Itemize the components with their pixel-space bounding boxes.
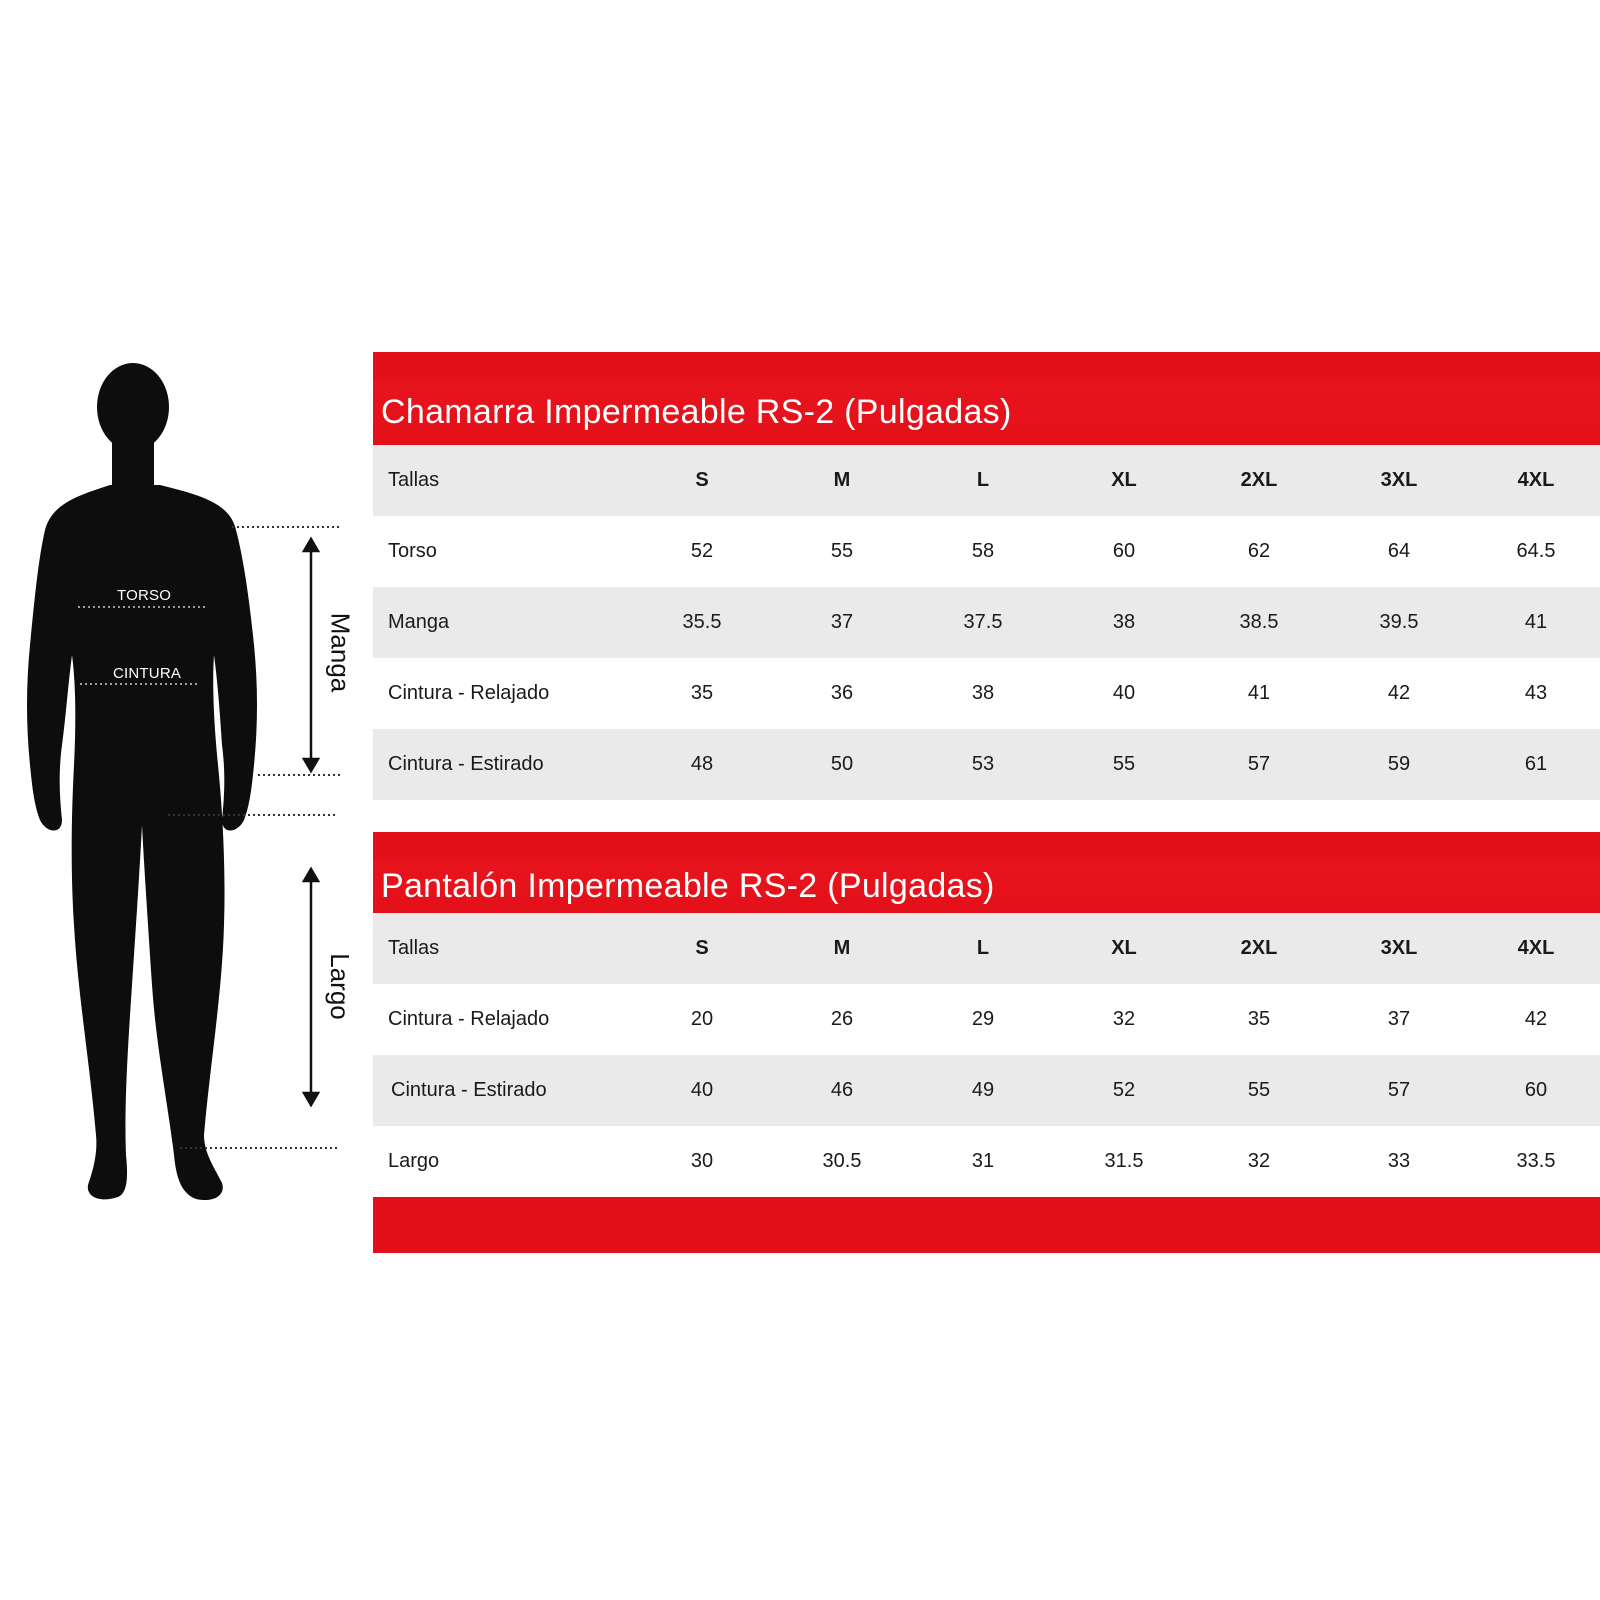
human-silhouette-icon	[0, 345, 372, 1245]
table-cell: 37	[830, 611, 854, 633]
table-cell: 33	[1387, 1150, 1411, 1172]
table-row	[373, 984, 1600, 1055]
table-cell: 52	[1112, 1079, 1136, 1101]
row-label: Cintura - Relajado	[388, 1008, 550, 1030]
table-cell: 35	[690, 682, 714, 704]
jacket-rows	[373, 445, 1600, 800]
jacket-size-table	[373, 352, 1600, 800]
table-cell: 57	[1247, 753, 1271, 775]
table-cell: 64	[1387, 540, 1411, 562]
table-cell: 40	[1112, 682, 1136, 704]
row-label: Largo	[388, 1150, 440, 1172]
table-cell: 41	[1524, 611, 1548, 633]
table-row	[373, 516, 1600, 587]
row-label: Cintura - Estirado	[388, 753, 544, 775]
table-cell: 39.5	[1379, 611, 1419, 633]
table-row	[373, 1126, 1600, 1197]
table-cell: 60	[1112, 540, 1136, 562]
table-cell: 38	[1112, 611, 1136, 633]
table-cell: 30.5	[822, 1150, 862, 1172]
body-measurement-figure	[0, 345, 372, 1245]
table-cell: 35.5	[682, 611, 722, 633]
table-cell: 20	[690, 1008, 714, 1030]
table-cell: 46	[830, 1079, 854, 1101]
row-label: Cintura - Estirado	[391, 1079, 547, 1101]
sleeve-dimension-label: Manga	[325, 612, 356, 693]
table-cell: 33.5	[1516, 1150, 1556, 1172]
length-dimension-label: Largo	[324, 953, 355, 1020]
pants-title: Pantalón Impermeable RS-2 (Pulgadas)	[373, 859, 1600, 913]
table-cell: 32	[1247, 1150, 1271, 1172]
jacket-size-4xl: 4XL	[1517, 469, 1555, 491]
table-cell: 49	[971, 1079, 995, 1101]
table-cell: 58	[971, 540, 995, 562]
jacket-header-label: Tallas	[388, 469, 440, 491]
table-cell: 38	[971, 682, 995, 704]
row-label: Cintura - Relajado	[388, 682, 550, 704]
table-cell: 55	[1112, 753, 1136, 775]
pants-size-2xl: 2XL	[1240, 937, 1278, 959]
table-cell: 64.5	[1516, 540, 1556, 562]
jacket-header-row	[373, 445, 1600, 516]
jacket-size-2xl: 2XL	[1240, 469, 1278, 491]
jacket-title: Chamarra Impermeable RS-2 (Pulgadas)	[373, 379, 1600, 445]
torso-label: TORSO	[117, 587, 172, 604]
table-cell: 35	[1247, 1008, 1271, 1030]
jacket-size-l: L	[976, 469, 990, 491]
table-cell: 53	[971, 753, 995, 775]
pants-size-4xl: 4XL	[1517, 937, 1555, 959]
table-cell: 41	[1247, 682, 1271, 704]
table-cell: 55	[830, 540, 854, 562]
row-label: Manga	[388, 611, 450, 633]
table-cell: 61	[1524, 753, 1548, 775]
jacket-size-m: M	[833, 469, 851, 491]
table-cell: 50	[830, 753, 854, 775]
table-cell: 59	[1387, 753, 1411, 775]
table-cell: 26	[830, 1008, 854, 1030]
table-cell: 29	[971, 1008, 995, 1030]
jacket-top-band	[373, 352, 1600, 379]
pants-size-xl: XL	[1111, 937, 1137, 959]
table-cell: 37	[1387, 1008, 1411, 1030]
pants-size-m: M	[833, 937, 851, 959]
table-cell: 62	[1247, 540, 1271, 562]
table-cell: 31.5	[1104, 1150, 1144, 1172]
table-cell: 30	[690, 1150, 714, 1172]
table-cell: 42	[1524, 1008, 1548, 1030]
pants-size-table	[373, 832, 1600, 1253]
waist-label: CINTURA	[113, 665, 182, 682]
table-cell: 60	[1524, 1079, 1548, 1101]
table-cell: 48	[690, 753, 714, 775]
table-cell: 32	[1112, 1008, 1136, 1030]
table-row	[373, 1055, 1600, 1126]
pants-top-band	[373, 832, 1600, 859]
pants-header-label: Tallas	[388, 937, 440, 959]
table-cell: 55	[1247, 1079, 1271, 1101]
jacket-size-s: S	[695, 469, 709, 491]
table-cell: 37.5	[963, 611, 1003, 633]
table-cell: 43	[1524, 682, 1548, 704]
pants-size-l: L	[976, 937, 990, 959]
table-cell: 31	[971, 1150, 995, 1172]
table-cell: 38.5	[1239, 611, 1279, 633]
table-row	[373, 729, 1600, 800]
table-cell: 57	[1387, 1079, 1411, 1101]
row-label: Torso	[388, 540, 437, 562]
pants-header-row	[373, 913, 1600, 984]
table-row	[373, 587, 1600, 658]
pants-bottom-band	[373, 1197, 1600, 1253]
table-cell: 52	[690, 540, 714, 562]
jacket-size-3xl: 3XL	[1380, 469, 1418, 491]
table-cell: 42	[1387, 682, 1411, 704]
pants-rows	[373, 913, 1600, 1197]
pants-size-3xl: 3XL	[1380, 937, 1418, 959]
jacket-size-xl: XL	[1111, 469, 1137, 491]
table-row	[373, 658, 1600, 729]
table-cell: 36	[830, 682, 854, 704]
pants-size-s: S	[695, 937, 709, 959]
table-cell: 40	[690, 1079, 714, 1101]
